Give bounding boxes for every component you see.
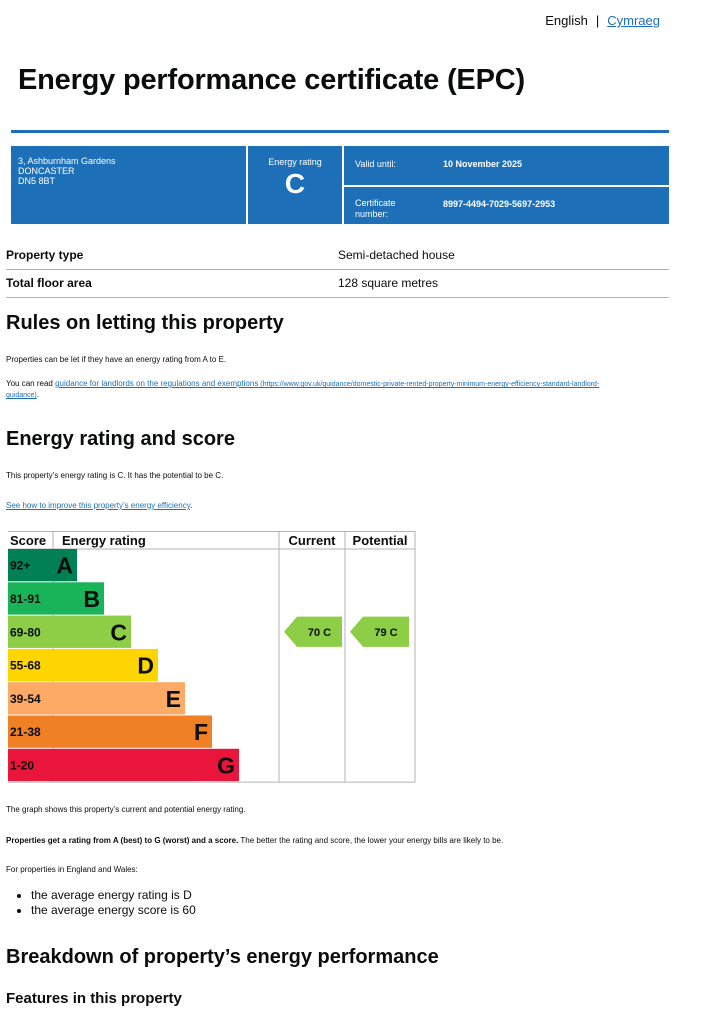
- graph-caption: The graph shows this property’s current and potential energy rating.: [6, 805, 246, 814]
- certificate-number-label: Certificate number:: [355, 198, 396, 219]
- valid-until-label: Valid until:: [355, 159, 396, 169]
- page-title: Energy performance certificate (EPC): [18, 64, 525, 96]
- rating-letter-g: G: [217, 752, 235, 779]
- property-type-value: Semi-detached house: [338, 248, 455, 262]
- score-range-d: 55-68: [10, 658, 41, 673]
- list-item: • the average energy rating is D: [31, 888, 196, 903]
- score-range-c: 69-80: [10, 625, 41, 640]
- potential-rating-arrow-label: 79 C: [374, 626, 398, 639]
- address-postcode: DN5 8BT: [18, 176, 56, 186]
- language-separator: |: [595, 13, 600, 28]
- energy-rating-heading: Energy rating and score: [6, 428, 235, 450]
- breakdown-heading: Breakdown of property’s energy performance: [6, 946, 439, 968]
- letting-paragraph: Properties can be let if they have an energy rating from A to E.: [6, 355, 227, 364]
- energy-rating-letter: C: [284, 168, 306, 199]
- letting-heading: Rules on letting this property: [6, 312, 284, 334]
- energy-rating-paragraph: This property’s energy rating is C. It has the potential to be C.: [6, 471, 224, 480]
- score-range-a: 92+: [10, 558, 31, 573]
- rating-letter-c: C: [110, 619, 127, 646]
- rating-bar-g: [53, 749, 239, 781]
- score-range-e: 39-54: [10, 691, 41, 706]
- averages-list: [18, 888, 196, 918]
- score-range-f: 21-38: [10, 725, 41, 740]
- england-wales-intro: For properties in England and Wales:: [6, 865, 138, 874]
- rating-letter-e: E: [165, 685, 181, 712]
- list-item: • the average energy score is 60: [31, 903, 196, 918]
- language-switcher: [545, 13, 660, 28]
- rating-letter-f: F: [193, 719, 208, 746]
- guidance-url[interactable]: (https://www.gov.uk/guidance/domestic-private-rented-property-minimum-energy-efficiency-standard-landlord-: [258, 381, 600, 388]
- language-english: English: [545, 13, 588, 28]
- certificate-banner: [11, 146, 669, 224]
- rating-letter-d: D: [137, 652, 154, 679]
- energy-rating-header: Energy rating: [62, 533, 146, 548]
- rating-explanation-bold: Properties get a rating from A (best) to G (worst) and a score.: [6, 836, 239, 845]
- improve-link-paragraph: [6, 501, 192, 510]
- floor-area-key: Total floor area: [6, 276, 92, 290]
- rating-bar-f: [53, 716, 212, 748]
- current-header: Current: [288, 533, 336, 548]
- potential-header: Potential: [352, 533, 408, 548]
- guidance-suffix: .: [36, 390, 39, 399]
- score-range-b: 81-91: [10, 591, 41, 606]
- rating-explanation-rest: The better the rating and score, the lower your energy bills are likely to be.: [238, 836, 504, 845]
- valid-until-value: 10 November 2025: [443, 159, 523, 169]
- floor-area-row: [6, 269, 669, 298]
- score-header: Score: [10, 533, 47, 548]
- letting-guidance-paragraph: [6, 379, 599, 401]
- features-subheading: Features in this property: [6, 990, 182, 1007]
- rating-letter-a: A: [56, 552, 73, 579]
- property-address: [18, 156, 116, 186]
- language-welsh-link[interactable]: Cymraeg: [607, 13, 660, 28]
- current-rating-arrow-label: 70 C: [307, 626, 332, 639]
- rating-letter-b: B: [83, 585, 100, 612]
- score-range-g: 1-20: [10, 758, 35, 773]
- energy-rating-label: Energy rating: [268, 157, 322, 167]
- property-type-key: Property type: [6, 248, 84, 262]
- energy-rating-chart: [0, 531, 420, 786]
- rating-explanation: [6, 836, 503, 845]
- guidance-link[interactable]: guidance for landlords on the regulations and exemptions: [55, 379, 259, 388]
- guidance-url-end[interactable]: guidance): [6, 392, 37, 399]
- address-line-2: DONCASTER: [18, 166, 75, 176]
- property-type-row: [6, 241, 669, 270]
- improve-efficiency-link[interactable]: See how to improve this property’s energy efficiency: [6, 501, 191, 510]
- improve-link-suffix: .: [190, 501, 193, 510]
- floor-area-value: 128 square metres: [338, 276, 439, 290]
- guidance-prefix: You can read: [6, 379, 56, 388]
- title-divider: [11, 130, 669, 133]
- address-line-1: 3, Ashburnham Gardens: [18, 156, 116, 166]
- certificate-number-value: 8997-4494-7029-5697-2953: [443, 199, 556, 209]
- banner-divider: [344, 185, 669, 187]
